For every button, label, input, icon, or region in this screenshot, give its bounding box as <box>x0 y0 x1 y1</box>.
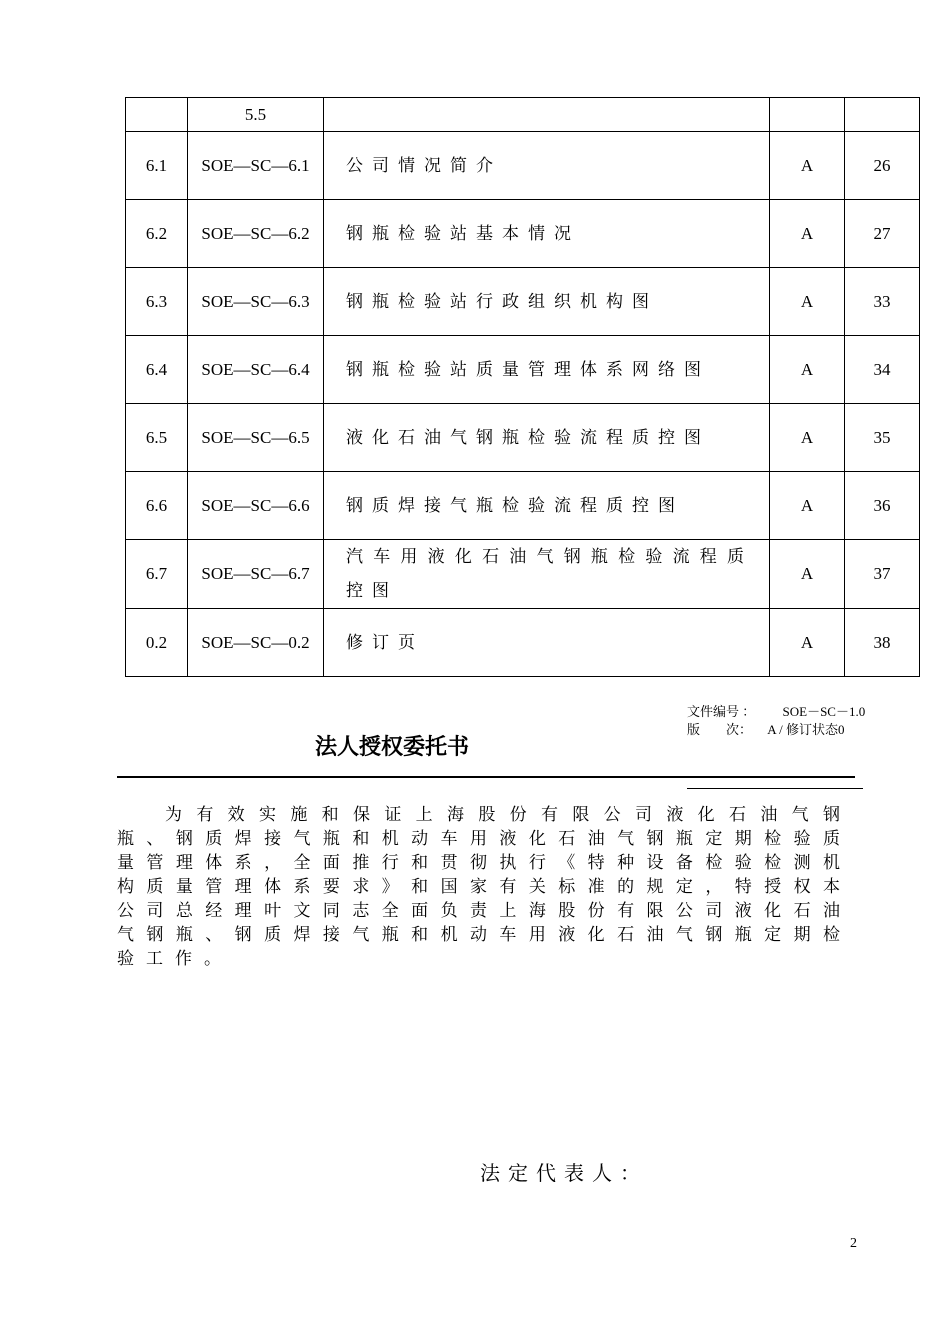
page-cell: 36 <box>845 472 920 540</box>
document-title-cell: 公司情况简介 <box>324 132 770 200</box>
version-value: A / 修订状态0 <box>767 722 845 737</box>
toc-row <box>126 472 920 540</box>
document-code: SOE—SC—6.2 <box>188 200 324 268</box>
version-cell: A <box>770 336 845 404</box>
page-cell: 27 <box>845 200 920 268</box>
legal-representative-label: 法定代表人： <box>480 1163 648 1185</box>
toc-row <box>126 98 920 132</box>
version-row <box>687 721 867 739</box>
doc-number-value: SOE－SC－1.0 <box>782 704 866 719</box>
document-title-cell: 液化石油气钢瓶检验流程质控图 <box>324 404 770 472</box>
document-code: SOE—SC—6.4 <box>188 336 324 404</box>
version-cell <box>770 98 845 132</box>
section-number: 6.7 <box>126 540 188 609</box>
toc-row <box>126 540 920 609</box>
toc-row <box>126 132 920 200</box>
section-number <box>126 98 188 132</box>
document-meta <box>687 703 867 739</box>
toc-row <box>126 404 920 472</box>
toc-body <box>126 98 920 677</box>
authorization-paragraph: 为有效实施和保证上海股份有限公司液化石油气钢瓶、钢质焊接气瓶和机动车用液化石油气钢瓶定期检验质量管理体系，全面推行和贯彻执行《特种设备检验检测机构质量管理体系要求》和国家有关标准的规定，特授权本公司总经理叶文同志全面负责上海股份有限公司液化石油气钢瓶、钢质焊接气瓶和机动车用液化石油气钢瓶定期检验工作。 <box>117 805 852 968</box>
document-code: SOE—SC—6.3 <box>188 268 324 336</box>
page-cell: 37 <box>845 540 920 609</box>
version-cell: A <box>770 609 845 677</box>
version-cell: A <box>770 540 845 609</box>
page-cell: 34 <box>845 336 920 404</box>
doc-number-label: 文件编号 ： <box>687 704 756 719</box>
document-title-cell: 钢质焊接气瓶检验流程质控图 <box>324 472 770 540</box>
version-cell: A <box>770 472 845 540</box>
section-number: 6.6 <box>126 472 188 540</box>
version-cell: A <box>770 404 845 472</box>
header-rule <box>117 776 855 778</box>
page-cell: 35 <box>845 404 920 472</box>
page-cell <box>845 98 920 132</box>
version-cell: A <box>770 268 845 336</box>
document-title-cell <box>324 98 770 132</box>
page-cell: 38 <box>845 609 920 677</box>
section-number: 6.1 <box>126 132 188 200</box>
document-code: SOE—SC—6.1 <box>188 132 324 200</box>
section-number: 6.3 <box>126 268 188 336</box>
toc-row <box>126 336 920 404</box>
toc-row <box>126 609 920 677</box>
document-title-cell: 修订页 <box>324 609 770 677</box>
page-cell: 26 <box>845 132 920 200</box>
document-code: SOE—SC—6.5 <box>188 404 324 472</box>
section-number: 6.2 <box>126 200 188 268</box>
document-code: 5.5 <box>188 98 324 132</box>
document-title-cell: 钢瓶检验站质量管理体系网络图 <box>324 336 770 404</box>
section-number: 0.2 <box>126 609 188 677</box>
section-number: 6.4 <box>126 336 188 404</box>
document-code: SOE—SC—6.6 <box>188 472 324 540</box>
toc-row <box>126 200 920 268</box>
document-code: SOE—SC—6.7 <box>188 540 324 609</box>
section-number: 6.5 <box>126 404 188 472</box>
meta-underline <box>687 788 863 789</box>
page-cell: 33 <box>845 268 920 336</box>
document-title: 法人授权委托书 <box>315 735 470 760</box>
document-code: SOE—SC—0.2 <box>188 609 324 677</box>
version-label: 版 次： <box>687 722 753 737</box>
page-number: 2 <box>850 1236 857 1251</box>
version-cell: A <box>770 132 845 200</box>
document-title-cell: 钢瓶检验站基本情况 <box>324 200 770 268</box>
document-title-cell: 汽车用液化石油气钢瓶检验流程质控图 <box>324 540 770 609</box>
toc-row <box>126 268 920 336</box>
toc-table <box>125 97 920 677</box>
version-cell: A <box>770 200 845 268</box>
document-title-cell: 钢瓶检验站行政组织机构图 <box>324 268 770 336</box>
doc-number-row <box>687 703 867 721</box>
